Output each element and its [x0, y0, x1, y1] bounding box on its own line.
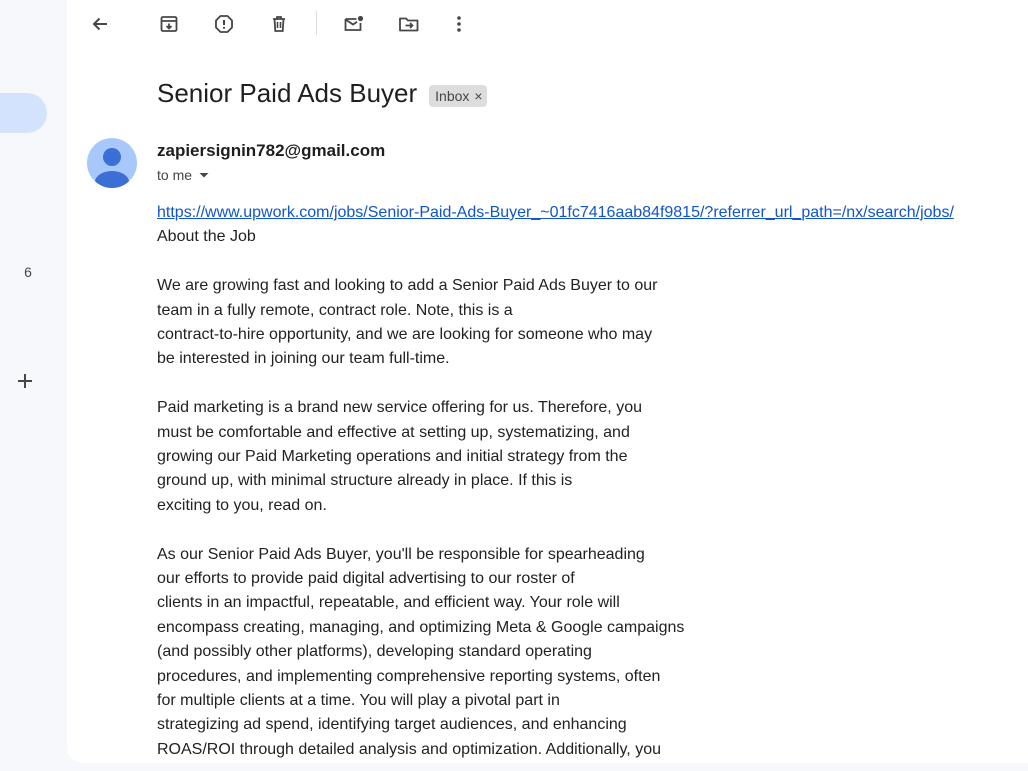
email-subject: Senior Paid Ads Buyer: [157, 78, 418, 108]
body-paragraph-3: [157, 543, 1017, 763]
back-button[interactable]: [82, 6, 118, 42]
more-options-button[interactable]: [441, 6, 477, 42]
caret-down-icon: [198, 169, 210, 181]
body-intro: About the Job: [157, 228, 256, 246]
message-view: [67, 0, 1028, 763]
label-chip-text: Inbox: [435, 87, 470, 104]
move-to-folder-icon: [398, 14, 420, 34]
plus-icon: [16, 372, 34, 390]
recipient-text: to me: [157, 167, 193, 183]
body-line: encompass creating, managing, and optimizing Meta & Google campaigns: [157, 618, 685, 636]
message-toolbar: [67, 0, 1028, 48]
email-body: [157, 201, 1017, 762]
recipient-line: [157, 167, 210, 183]
body-line: be interested in joining our team full-time.: [157, 350, 450, 368]
arrow-left-icon: [90, 14, 110, 34]
body-line: growing our Paid Marketing operations and initial strategy from the: [157, 448, 628, 466]
body-line: As our Senior Paid Ads Buyer, you'll be responsible for spearheading: [157, 545, 645, 563]
mark-unread-button[interactable]: [336, 6, 372, 42]
avatar[interactable]: [87, 138, 137, 188]
body-line: ground up, with minimal structure already in place. If this is: [157, 472, 573, 490]
body-line: strategizing ad spend, identifying target audiences, and enhancing: [157, 716, 627, 734]
body-line: for multiple clients at a time. You will play a pivotal part in: [157, 692, 560, 710]
move-to-button[interactable]: [391, 6, 427, 42]
body-line: We are growing fast and looking to add a Senior Paid Ads Buyer to our: [157, 277, 658, 295]
body-line: exciting to you, read on.: [157, 496, 327, 514]
subject-row: [157, 78, 487, 109]
rail-active-item[interactable]: [0, 93, 47, 133]
remove-label-button[interactable]: ×: [474, 87, 483, 104]
body-line: (and possibly other platforms), developing standard operating: [157, 643, 592, 661]
job-link[interactable]: https://www.upwork.com/jobs/Senior-Paid-Ads-Buyer_~01fc7416aab84f9815/?referrer_url_path=/nx/search/jobs/: [157, 204, 954, 221]
sender-email[interactable]: zapiersignin782@gmail.com: [157, 141, 386, 160]
person-icon: [87, 138, 137, 188]
toolbar-divider: [316, 11, 317, 35]
trash-icon: [269, 14, 289, 34]
left-rail: [0, 0, 67, 771]
inbox-label-chip[interactable]: [429, 85, 486, 107]
body-paragraph-1: [157, 274, 1017, 372]
body-paragraph-2: [157, 396, 1017, 518]
body-line: ROAS/ROI through detailed analysis and optimization. Additionally, you: [157, 740, 661, 758]
body-line: clients in an impactful, repeatable, and efficient way. Your role will: [157, 594, 620, 612]
archive-icon: [159, 14, 179, 34]
body-line: our efforts to provide paid digital advertising to our roster of: [157, 570, 575, 588]
add-label-button[interactable]: [12, 368, 38, 394]
show-details-button[interactable]: [198, 169, 210, 181]
archive-button[interactable]: [151, 6, 187, 42]
body-line: must be comfortable and effective at setting up, systematizing, and: [157, 423, 630, 441]
body-line: team in a fully remote, contract role. Note, this is a: [157, 301, 513, 319]
rail-unread-count: 6: [24, 264, 32, 280]
body-line: contract-to-hire opportunity, and we are looking for someone who may: [157, 326, 653, 344]
body-line: Paid marketing is a brand new service offering for us. Therefore, you: [157, 399, 642, 417]
report-spam-button[interactable]: [206, 6, 242, 42]
report-icon: [214, 14, 234, 34]
delete-button[interactable]: [261, 6, 297, 42]
more-vert-icon: [449, 14, 469, 34]
mark-unread-icon: [343, 14, 365, 34]
body-line: procedures, and implementing comprehensive reporting systems, often: [157, 667, 661, 685]
